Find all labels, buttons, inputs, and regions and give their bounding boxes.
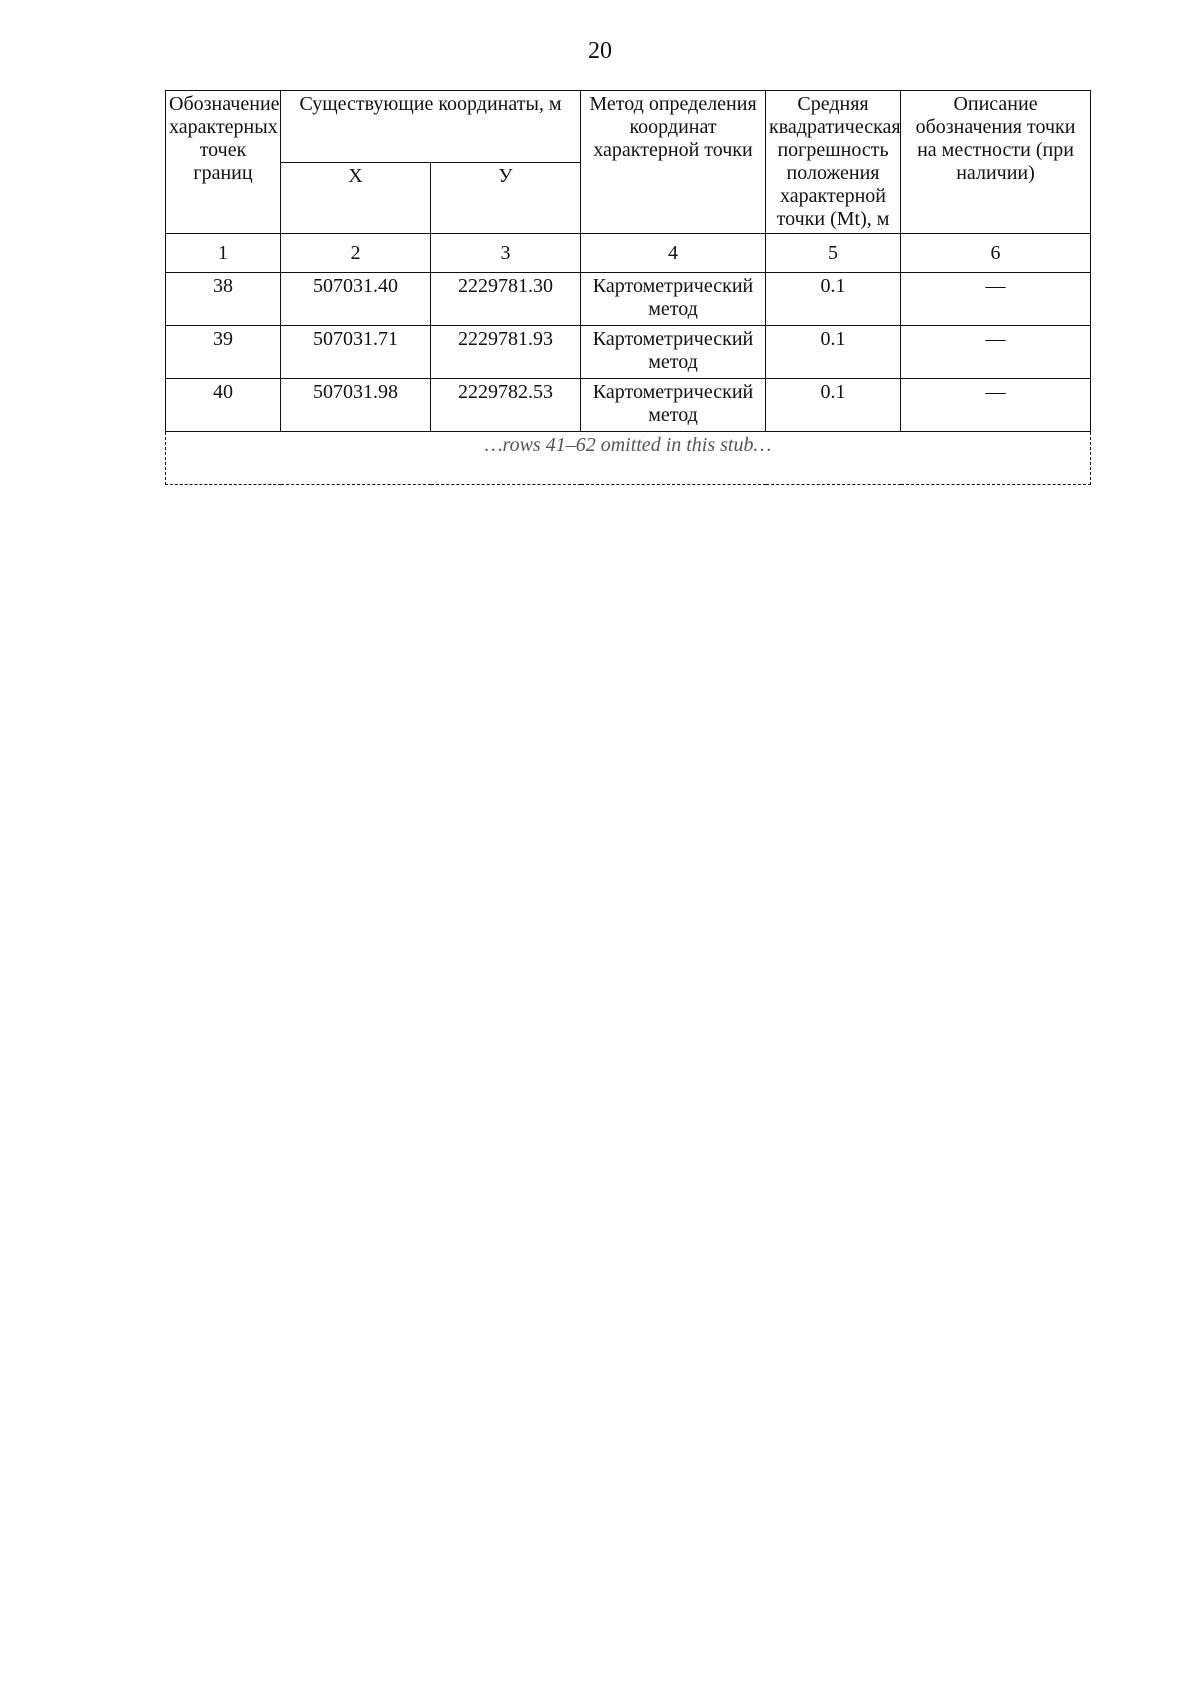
page-number: 20: [588, 38, 612, 64]
column-number: 4: [581, 234, 766, 273]
column-number: 3: [431, 234, 581, 273]
description: —: [901, 273, 1091, 326]
coord-y: 2229781.30: [431, 273, 581, 326]
header-description: Описание обозначения точки на местности (при наличии): [901, 91, 1091, 234]
column-number-row: [166, 234, 1091, 273]
boundary-points-table: [165, 90, 1091, 485]
coord-y: 2229781.93: [431, 326, 581, 379]
header-coordinates: Существующие координаты, м: [281, 91, 581, 163]
coord-x: 507031.40: [281, 273, 431, 326]
coord-y: 2229782.53: [431, 379, 581, 432]
table-row: [166, 273, 1091, 326]
column-number: 6: [901, 234, 1091, 273]
mean-error: 0.1: [766, 326, 901, 379]
header-row: [166, 91, 1091, 163]
header-mean-error: Средняя квадратическая погрешность положения характерной точки (Mt), м: [766, 91, 901, 234]
mean-error: 0.1: [766, 379, 901, 432]
description: —: [901, 379, 1091, 432]
column-number: 2: [281, 234, 431, 273]
table-row: [166, 326, 1091, 379]
header-x: X: [281, 162, 431, 234]
method: Картометрический метод: [581, 379, 766, 432]
column-number: 5: [766, 234, 901, 273]
point-id: 38: [166, 273, 281, 326]
point-id: 39: [166, 326, 281, 379]
coord-x: 507031.98: [281, 379, 431, 432]
method: Картометрический метод: [581, 273, 766, 326]
header-point-designation: Обозначение характерных точек границ: [166, 91, 281, 234]
stub-note: …rows 41–62 omitted in this stub…: [166, 432, 1091, 485]
description: —: [901, 326, 1091, 379]
header-y: У: [431, 162, 581, 234]
point-id: 40: [166, 379, 281, 432]
header-method: Метод определения координат характерной точки: [581, 91, 766, 234]
table-row: [166, 379, 1091, 432]
column-number: 1: [166, 234, 281, 273]
stub-note-row: [166, 432, 1091, 485]
mean-error: 0.1: [766, 273, 901, 326]
coord-x: 507031.71: [281, 326, 431, 379]
method: Картометрический метод: [581, 326, 766, 379]
